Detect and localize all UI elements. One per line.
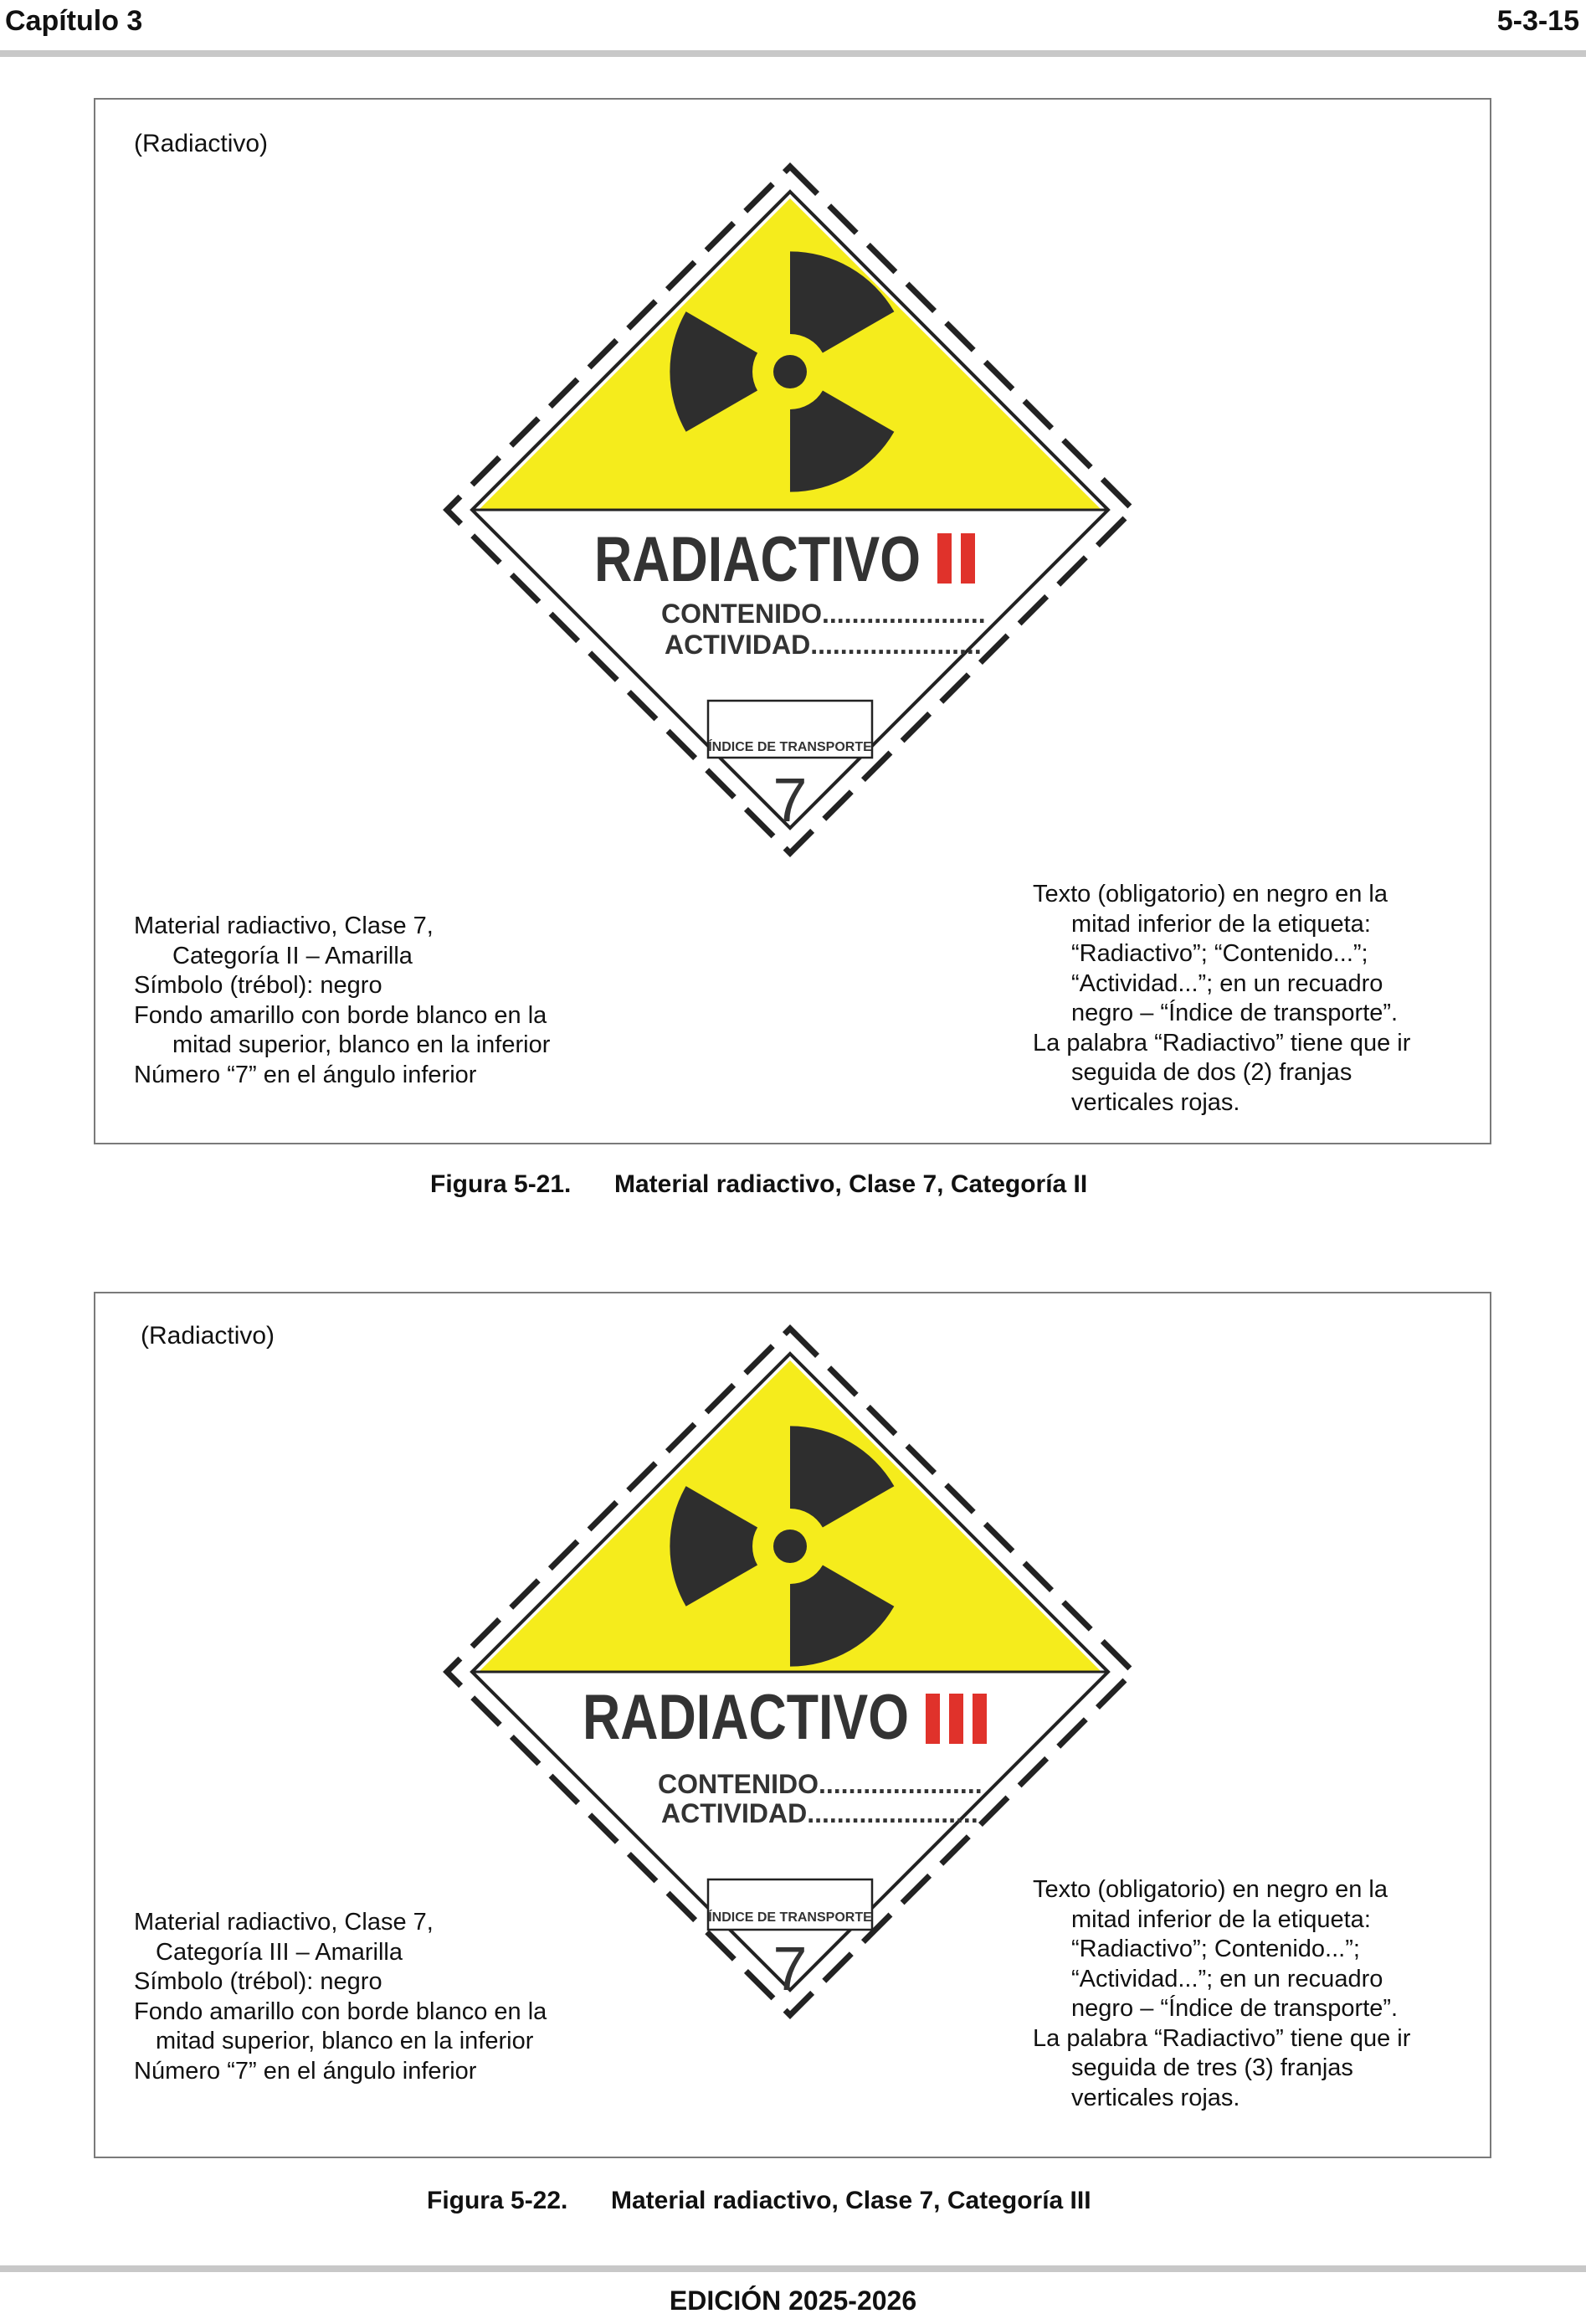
page-number: 5-3-15	[1496, 5, 1579, 37]
description-line: Material radiactivo, Clase 7,	[134, 1909, 434, 1936]
figure-box-5-22	[94, 1292, 1491, 2158]
description-line: “Radiactivo”; Contenido...”;	[1071, 1936, 1360, 1962]
description-left	[134, 912, 550, 1090]
chapter-label: Capítulo 3	[5, 5, 143, 37]
description-line: mitad inferior de la etiqueta:	[1071, 910, 1371, 938]
description-line: “Actividad...”; en un recuadro	[1071, 969, 1383, 997]
description-line: negro – “Índice de transporte”.	[1071, 1995, 1399, 2022]
figure-box-5-21	[94, 98, 1491, 1144]
description-line: Símbolo (trébol): negro	[134, 972, 382, 999]
description-line: mitad superior, blanco en la inferior	[172, 1031, 551, 1058]
category-bar	[973, 1694, 987, 1744]
description-right	[1033, 880, 1410, 1118]
category-bar	[961, 533, 975, 584]
description-line: Símbolo (trébol): negro	[134, 1968, 382, 1995]
description-right	[1033, 1875, 1410, 2113]
caption-title: Material radiactivo, Clase 7, Categoría III	[611, 2187, 1091, 2214]
class-number: 7	[772, 765, 808, 835]
category-bar	[949, 1694, 963, 1744]
edition-label: EDICIÓN 2025-2026	[669, 2285, 917, 2316]
description-line: seguida de dos (2) franjas	[1071, 1059, 1352, 1086]
radioactive-placard-category-ii	[439, 158, 1142, 861]
caption-title: Material radiactivo, Clase 7, Categoría II	[614, 1170, 1088, 1198]
description-left	[134, 1908, 547, 2086]
description-line: verticales rojas.	[1071, 1088, 1240, 1116]
caption-number: Figura 5-21.	[430, 1170, 572, 1198]
category-bars	[926, 1694, 987, 1744]
description-line: “Radiactivo”; “Contenido...”;	[1071, 940, 1368, 967]
description-line: La palabra “Radiactivo” tiene que ir	[1033, 1029, 1411, 1057]
description-line: Categoría II – Amarilla	[172, 942, 413, 969]
page-header	[0, 2, 1586, 54]
description-line: Texto (obligatorio) en negro en la	[1033, 1876, 1388, 1903]
description-line: negro – “Índice de transporte”.	[1071, 1000, 1399, 1026]
description-line: seguida de tres (3) franjas	[1071, 2054, 1353, 2081]
description-line: mitad superior, blanco en la inferior	[156, 2028, 534, 2054]
contenido-field: CONTENIDO......................	[661, 599, 986, 629]
placard-yellow-half	[479, 1360, 1101, 1672]
description-line: Fondo amarillo con borde blanco en la	[134, 1998, 547, 2025]
figure-caption-5-22	[427, 2187, 1091, 2215]
actividad-field: ACTIVIDAD.......................	[665, 630, 982, 660]
description-line: Texto (obligatorio) en negro en la	[1033, 881, 1388, 907]
description-line: “Actividad...”; en un recuadro	[1071, 1965, 1383, 1992]
description-line: Fondo amarillo con borde blanco en la	[134, 1001, 547, 1029]
description-line: verticales rojas.	[1071, 2084, 1240, 2111]
figure-tag: (Radiactivo)	[134, 130, 269, 157]
transport-index-label: ÍNDICE DE TRANSPORTE	[708, 740, 872, 754]
description-line: La palabra “Radiactivo” tiene que ir	[1033, 2024, 1411, 2052]
actividad-field: ACTIVIDAD.......................	[661, 1798, 978, 1828]
description-line: Número “7” en el ángulo inferior	[134, 1061, 477, 1088]
footer-rule	[0, 2265, 1586, 2272]
placard-word: RADIACTIVO	[594, 524, 921, 595]
figure-caption-5-21	[430, 1170, 1087, 1199]
placard-word: RADIACTIVO	[583, 1682, 909, 1753]
category-bar	[926, 1694, 940, 1744]
header-rule	[0, 50, 1586, 57]
description-line: Material radiactivo, Clase 7,	[134, 913, 434, 939]
description-line: Categoría III – Amarilla	[156, 1938, 403, 1966]
description-line: mitad inferior de la etiqueta:	[1071, 1905, 1371, 1933]
class-number: 7	[772, 1934, 808, 2003]
contenido-field: CONTENIDO......................	[658, 1769, 983, 1799]
transport-index-label: ÍNDICE DE TRANSPORTE	[708, 1910, 872, 1925]
caption-number: Figura 5-22.	[427, 2187, 568, 2214]
description-line: Número “7” en el ángulo inferior	[134, 2057, 477, 2085]
category-bar	[937, 533, 952, 584]
figure-tag: (Radiactivo)	[141, 1322, 275, 1350]
